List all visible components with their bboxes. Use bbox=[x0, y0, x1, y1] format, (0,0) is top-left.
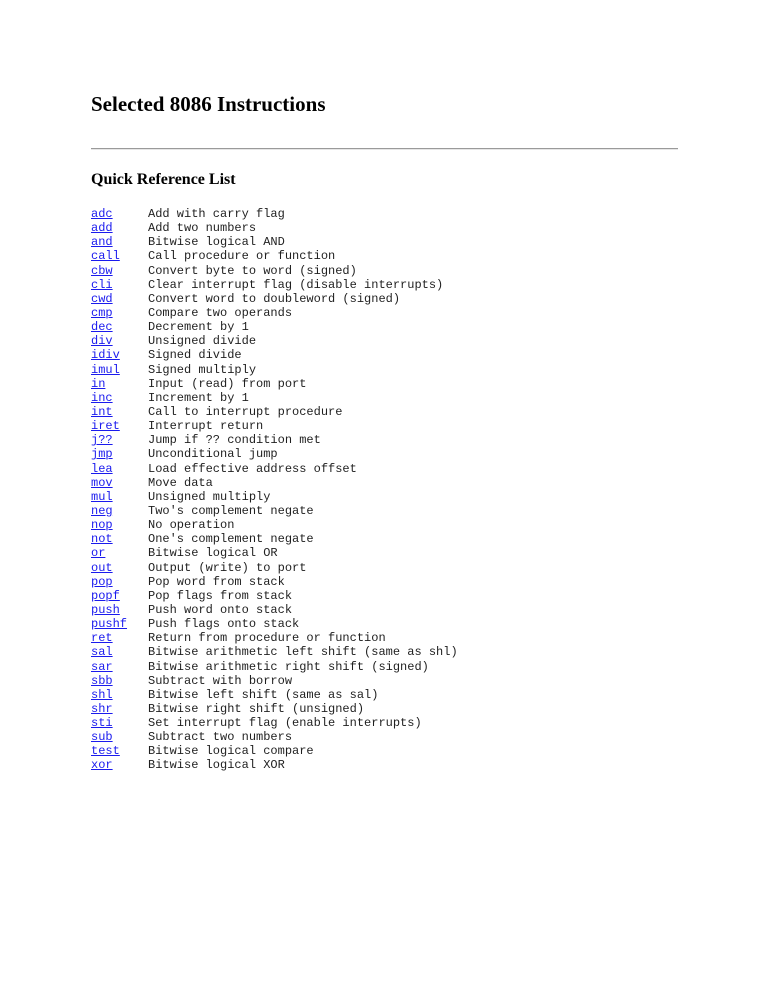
instruction-reference-list bbox=[91, 207, 679, 773]
instruction-link-shl[interactable]: shl bbox=[91, 687, 113, 702]
instruction-row bbox=[91, 504, 679, 518]
instruction-row bbox=[91, 348, 679, 362]
instruction-row bbox=[91, 730, 679, 744]
instruction-row bbox=[91, 235, 679, 249]
instruction-row bbox=[91, 546, 679, 560]
instruction-link-out[interactable]: out bbox=[91, 560, 113, 575]
instruction-row bbox=[91, 716, 679, 730]
instruction-description: Pop word from stack bbox=[148, 574, 285, 589]
instruction-row bbox=[91, 518, 679, 532]
instruction-row bbox=[91, 391, 679, 405]
instruction-description: Decrement by 1 bbox=[148, 320, 249, 335]
instruction-row bbox=[91, 575, 679, 589]
instruction-link-idiv[interactable]: idiv bbox=[91, 348, 120, 363]
instruction-description: Move data bbox=[148, 475, 213, 490]
instruction-row bbox=[91, 377, 679, 391]
instruction-row bbox=[91, 589, 679, 603]
instruction-link-sbb[interactable]: sbb bbox=[91, 673, 113, 688]
instruction-link-pop[interactable]: pop bbox=[91, 574, 113, 589]
instruction-row bbox=[91, 660, 679, 674]
instruction-link-not[interactable]: not bbox=[91, 532, 113, 547]
instruction-link-ret[interactable]: ret bbox=[91, 631, 113, 646]
instruction-description: Unsigned divide bbox=[148, 334, 257, 349]
instruction-row bbox=[91, 674, 679, 688]
instruction-link-cmp[interactable]: cmp bbox=[91, 305, 113, 320]
instruction-link-in[interactable]: in bbox=[91, 376, 106, 391]
instruction-row bbox=[91, 532, 679, 546]
instruction-row bbox=[91, 405, 679, 419]
instruction-description: Bitwise logical OR bbox=[148, 546, 278, 561]
instruction-link-pushf[interactable]: pushf bbox=[91, 617, 128, 632]
instruction-link-jqq[interactable]: j?? bbox=[91, 433, 113, 448]
instruction-description: Set interrupt flag (enable interrupts) bbox=[148, 716, 422, 731]
instruction-description: Two's complement negate bbox=[148, 503, 314, 518]
instruction-description: Jump if ?? condition met bbox=[148, 433, 321, 448]
instruction-row bbox=[91, 292, 679, 306]
instruction-row bbox=[91, 617, 679, 631]
instruction-description: Unconditional jump bbox=[148, 447, 278, 462]
instruction-link-int[interactable]: int bbox=[91, 404, 113, 419]
instruction-description: Push word onto stack bbox=[148, 602, 293, 617]
instruction-description: Unsigned multiply bbox=[148, 489, 271, 504]
instruction-link-mov[interactable]: mov bbox=[91, 475, 113, 490]
instruction-link-and[interactable]: and bbox=[91, 235, 113, 250]
instruction-row bbox=[91, 631, 679, 645]
instruction-link-sti[interactable]: sti bbox=[91, 716, 113, 731]
instruction-link-adc[interactable]: adc bbox=[91, 207, 113, 221]
instruction-row bbox=[91, 447, 679, 461]
instruction-link-sub[interactable]: sub bbox=[91, 730, 113, 745]
instruction-row bbox=[91, 561, 679, 575]
instruction-description: Call to interrupt procedure bbox=[148, 404, 343, 419]
instruction-description: Increment by 1 bbox=[148, 390, 249, 405]
instruction-description: Subtract two numbers bbox=[148, 730, 293, 745]
instruction-description: Bitwise left shift (same as sal) bbox=[148, 687, 379, 702]
instruction-link-test[interactable]: test bbox=[91, 744, 120, 759]
instruction-description: No operation bbox=[148, 518, 235, 533]
instruction-link-div[interactable]: div bbox=[91, 334, 113, 349]
instruction-link-or[interactable]: or bbox=[91, 546, 106, 561]
instruction-description: Add two numbers bbox=[148, 221, 257, 236]
instruction-description: Convert byte to word (signed) bbox=[148, 263, 357, 278]
instruction-description: One's complement negate bbox=[148, 532, 314, 547]
instruction-row bbox=[91, 334, 679, 348]
instruction-description: Bitwise arithmetic right shift (signed) bbox=[148, 659, 429, 674]
instruction-row bbox=[91, 476, 679, 490]
instruction-link-iret[interactable]: iret bbox=[91, 419, 120, 434]
page-title: Selected 8086 Instructions bbox=[91, 92, 326, 116]
instruction-description: Push flags onto stack bbox=[148, 617, 300, 632]
instruction-description: Signed divide bbox=[148, 348, 242, 363]
instruction-description: Bitwise right shift (unsigned) bbox=[148, 701, 365, 716]
instruction-link-sar[interactable]: sar bbox=[91, 659, 113, 674]
instruction-description: Add with carry flag bbox=[148, 207, 285, 221]
instruction-link-push[interactable]: push bbox=[91, 602, 120, 617]
section-heading: Quick Reference List bbox=[91, 171, 236, 188]
instruction-description: Compare two operands bbox=[148, 305, 293, 320]
instruction-link-mul[interactable]: mul bbox=[91, 489, 113, 504]
instruction-link-nop[interactable]: nop bbox=[91, 518, 113, 533]
instruction-description: Call procedure or function bbox=[148, 249, 336, 264]
instruction-row bbox=[91, 249, 679, 263]
instruction-row bbox=[91, 462, 679, 476]
instruction-row bbox=[91, 320, 679, 334]
instruction-row bbox=[91, 264, 679, 278]
instruction-link-cbw[interactable]: cbw bbox=[91, 263, 113, 278]
instruction-link-xor[interactable]: xor bbox=[91, 758, 113, 773]
instruction-description: Bitwise logical compare bbox=[148, 744, 314, 759]
instruction-description: Output (write) to port bbox=[148, 560, 307, 575]
instruction-description: Bitwise logical XOR bbox=[148, 758, 285, 773]
instruction-row bbox=[91, 702, 679, 716]
instruction-row bbox=[91, 306, 679, 320]
instruction-row bbox=[91, 603, 679, 617]
instruction-link-cwd[interactable]: cwd bbox=[91, 291, 113, 306]
instruction-row bbox=[91, 363, 679, 377]
instruction-link-lea[interactable]: lea bbox=[91, 461, 113, 476]
instruction-link-popf[interactable]: popf bbox=[91, 588, 120, 603]
instruction-description: Pop flags from stack bbox=[148, 588, 293, 603]
instruction-row bbox=[91, 645, 679, 659]
instruction-row bbox=[91, 221, 679, 235]
instruction-row bbox=[91, 207, 679, 221]
instruction-link-add[interactable]: add bbox=[91, 221, 113, 236]
instruction-row bbox=[91, 744, 679, 758]
instruction-description: Bitwise logical AND bbox=[148, 235, 285, 250]
instruction-row bbox=[91, 490, 679, 504]
instruction-row bbox=[91, 758, 679, 772]
instruction-row bbox=[91, 278, 679, 292]
instruction-link-imul[interactable]: imul bbox=[91, 362, 120, 377]
instruction-description: Load effective address offset bbox=[148, 461, 357, 476]
instruction-link-cli[interactable]: cli bbox=[91, 277, 113, 292]
instruction-row bbox=[91, 433, 679, 447]
horizontal-divider bbox=[91, 148, 678, 150]
instruction-link-sal[interactable]: sal bbox=[91, 645, 113, 660]
instruction-row bbox=[91, 419, 679, 433]
instruction-link-dec[interactable]: dec bbox=[91, 320, 113, 335]
instruction-description: Clear interrupt flag (disable interrupts) bbox=[148, 277, 444, 292]
instruction-description: Bitwise arithmetic left shift (same as shl) bbox=[148, 645, 458, 660]
instruction-row bbox=[91, 688, 679, 702]
instruction-link-jmp[interactable]: jmp bbox=[91, 447, 113, 462]
instruction-link-shr[interactable]: shr bbox=[91, 701, 113, 716]
instruction-description: Convert word to doubleword (signed) bbox=[148, 291, 401, 306]
instruction-description: Return from procedure or function bbox=[148, 631, 386, 646]
instruction-link-call[interactable]: call bbox=[91, 249, 120, 264]
instruction-description: Subtract with borrow bbox=[148, 673, 293, 688]
instruction-description: Interrupt return bbox=[148, 419, 264, 434]
instruction-link-inc[interactable]: inc bbox=[91, 390, 113, 405]
instruction-description: Input (read) from port bbox=[148, 376, 307, 391]
instruction-link-neg[interactable]: neg bbox=[91, 503, 113, 518]
instruction-description: Signed multiply bbox=[148, 362, 257, 377]
